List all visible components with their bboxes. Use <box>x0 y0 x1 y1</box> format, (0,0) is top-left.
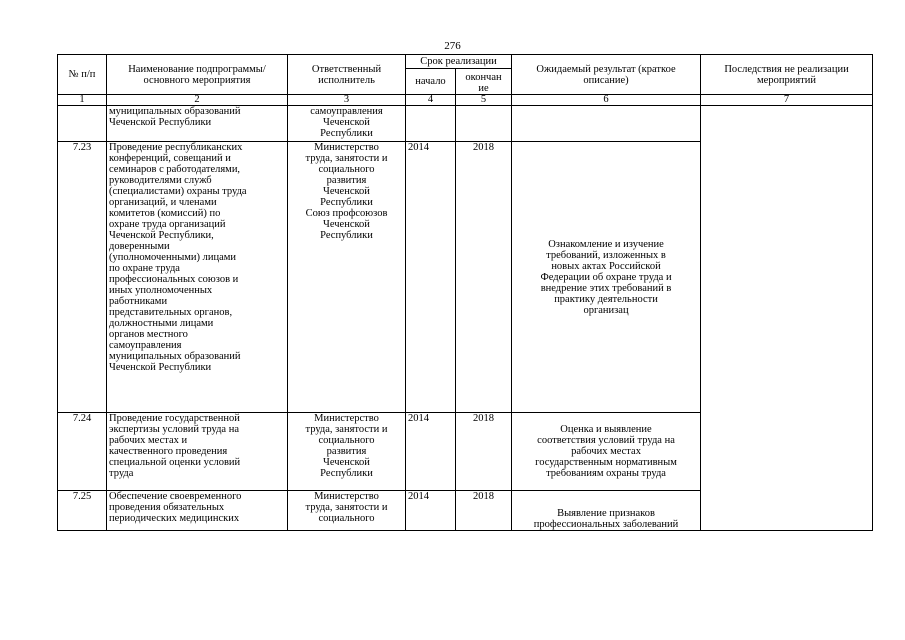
row-end: 2018 <box>456 413 512 491</box>
column-number: 3 <box>288 95 406 106</box>
row-name: Обеспечение своевременного проведения обязательных периодических медицинских <box>107 491 288 531</box>
column-number: 1 <box>58 95 107 106</box>
row-start: 2014 <box>406 413 456 491</box>
row-result: Ознакомление и изучение требований, изложенных в новых актах Российской Федерации об охране труда и внедрение этих требований в практику деятельности организац <box>512 142 701 413</box>
row-consequences <box>701 106 873 531</box>
row-name: Проведение республиканских конференций, совещаний и семинаров с работодателями, руководителями служб (специалистами) охраны труда организаций, и членами комитетов (комиссий) по охране труда организаций Чеченской Республики, доверенными (уполномоченными) лицами по охране труда профессиональных союзов и иных уполномоченных работниками представительных органов, должностными лицами органов местного самоуправления муниципальных образований Чеченской Республики <box>107 142 288 413</box>
row-number: 7.24 <box>58 413 107 491</box>
header-responsible: Ответственный исполнитель <box>288 55 406 95</box>
header-number: № п/п <box>58 55 107 95</box>
row-end <box>456 106 512 142</box>
row-start: 2014 <box>406 142 456 413</box>
column-number: 5 <box>456 95 512 106</box>
row-name: Проведение государственной экспертизы условий труда на рабочих местах и качественного проведения специальной оценки условий труда <box>107 413 288 491</box>
row-number <box>58 106 107 142</box>
row-end: 2018 <box>456 142 512 413</box>
row-number: 7.23 <box>58 142 107 413</box>
row-result: Оценка и выявление соответствия условий труда на рабочих местах государственным нормативным требованиям охраны труда <box>512 413 701 491</box>
program-table <box>57 54 873 531</box>
table-row <box>58 106 873 142</box>
row-responsible: Министерство труда, занятости и социального развития Чеченской Республики <box>288 413 406 491</box>
row-result <box>512 106 701 142</box>
column-number: 2 <box>107 95 288 106</box>
header-name: Наименование подпрограммы/ основного мероприятия <box>107 55 288 95</box>
column-number: 7 <box>701 95 873 106</box>
row-number: 7.25 <box>58 491 107 531</box>
row-name: муниципальных образований Чеченской Республики <box>107 106 288 142</box>
column-number: 4 <box>406 95 456 106</box>
header-end: окончан ие <box>456 69 512 95</box>
row-responsible: Министерство труда, занятости и социального <box>288 491 406 531</box>
row-result: Выявление признаков профессиональных заболеваний <box>512 491 701 531</box>
header-result: Ожидаемый результат (краткое описание) <box>512 55 701 95</box>
header-start: начало <box>406 69 456 95</box>
header-consequences: Последствия не реализации мероприятий <box>701 55 873 95</box>
column-numbering-row <box>58 95 873 106</box>
page-number: 276 <box>444 40 461 52</box>
header-period: Срок реализации <box>406 55 512 69</box>
column-number: 6 <box>512 95 701 106</box>
row-end: 2018 <box>456 491 512 531</box>
row-responsible: Министерство труда, занятости и социального развития Чеченской Республики Союз профсоюзов Чеченской Республики <box>288 142 406 413</box>
row-responsible: самоуправления Чеченской Республики <box>288 106 406 142</box>
row-start: 2014 <box>406 491 456 531</box>
row-start <box>406 106 456 142</box>
